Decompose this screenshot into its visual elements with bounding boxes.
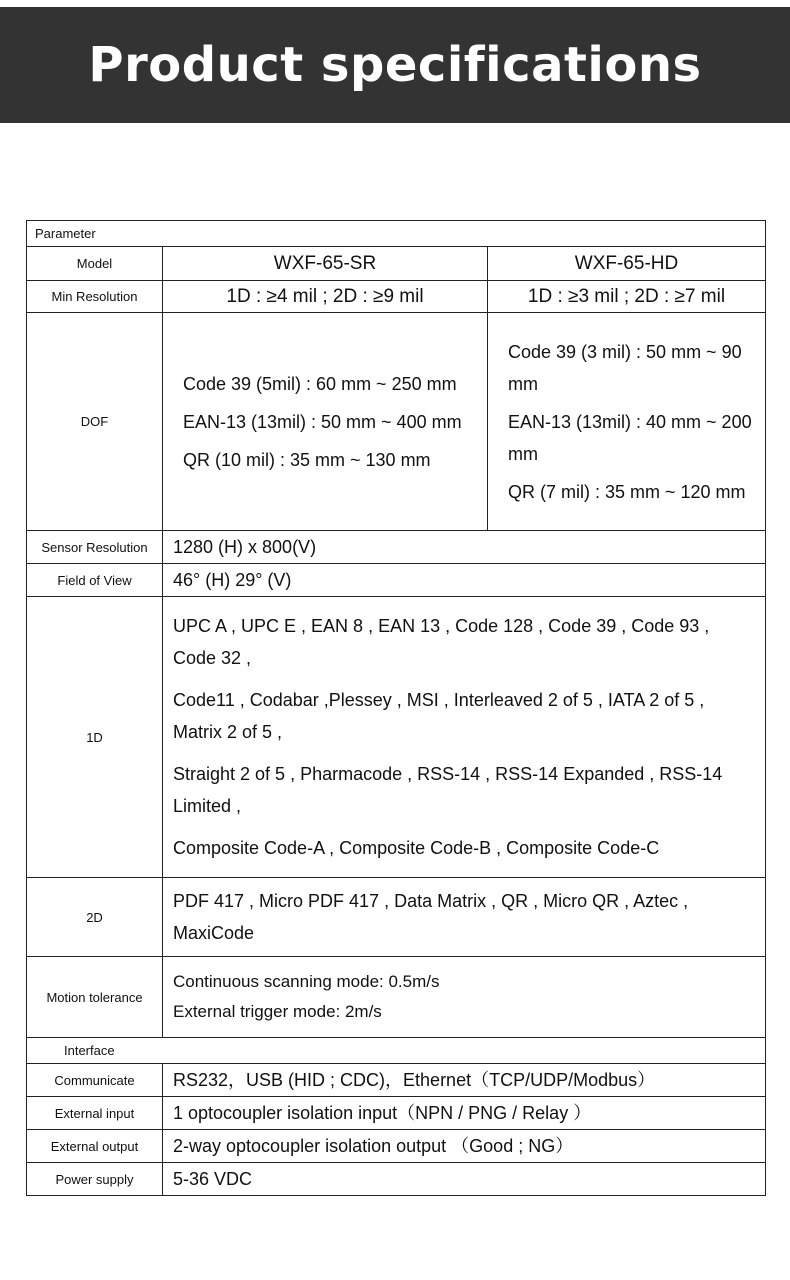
interface-heading: Interface bbox=[27, 1038, 766, 1064]
table-row bbox=[27, 247, 766, 281]
table-row bbox=[27, 281, 766, 313]
dof-line: QR (10 mil) : 35 mm ~ 130 mm bbox=[183, 449, 431, 470]
dof-line: QR (7 mil) : 35 mm ~ 120 mm bbox=[508, 481, 746, 502]
row-label: Power supply bbox=[27, 1163, 163, 1196]
table-row bbox=[27, 313, 766, 531]
symbologies-2d-value: PDF 417 , Micro PDF 417 , Data Matrix , QR , Micro QR , Aztec , MaxiCode bbox=[163, 878, 766, 957]
row-label: Sensor Resolution bbox=[27, 531, 163, 564]
dof-sr bbox=[163, 313, 488, 531]
motion-line: External trigger mode: 2m/s bbox=[173, 1002, 382, 1021]
dof-hd bbox=[488, 313, 766, 531]
table-row bbox=[27, 531, 766, 564]
model-sr: WXF-65-SR bbox=[163, 247, 488, 281]
min-resolution-sr: 1D : ≥4 mil ; 2D : ≥9 mil bbox=[163, 281, 488, 313]
row-label: Communicate bbox=[27, 1064, 163, 1097]
row-label: External output bbox=[27, 1130, 163, 1163]
table-row bbox=[27, 1038, 766, 1064]
sensor-resolution-value: 1280 (H) x 800(V) bbox=[163, 531, 766, 564]
table-row bbox=[27, 597, 766, 878]
row-label: Model bbox=[27, 247, 163, 281]
dof-line: EAN-13 (13mil) : 50 mm ~ 400 mm bbox=[183, 411, 462, 432]
page-title: Product specifications bbox=[88, 37, 702, 93]
table-row bbox=[27, 957, 766, 1038]
row-label: 1D bbox=[27, 597, 163, 878]
row-label: Min Resolution bbox=[27, 281, 163, 313]
row-label: Motion tolerance bbox=[27, 957, 163, 1038]
symbology-line: Composite Code-A , Composite Code-B , Composite Code-C bbox=[173, 838, 660, 858]
model-hd: WXF-65-HD bbox=[488, 247, 766, 281]
row-label: 2D bbox=[27, 878, 163, 957]
motion-line: Continuous scanning mode: 0.5m/s bbox=[173, 972, 440, 991]
table-row bbox=[27, 221, 766, 247]
dof-line: Code 39 (5mil) : 60 mm ~ 250 mm bbox=[183, 373, 457, 394]
communicate-value: RS232，USB (HID ; CDC)，Ethernet（TCP/UDP/Modbus） bbox=[163, 1064, 766, 1097]
external-output-value: 2-way optocoupler isolation output （Good ; NG） bbox=[163, 1130, 766, 1163]
table-row bbox=[27, 878, 766, 957]
table-row bbox=[27, 1130, 766, 1163]
row-label: External input bbox=[27, 1097, 163, 1130]
parameter-heading: Parameter bbox=[27, 221, 766, 247]
motion-tolerance-value bbox=[163, 957, 766, 1038]
table-row bbox=[27, 1097, 766, 1130]
table-row bbox=[27, 564, 766, 597]
header-banner bbox=[0, 7, 790, 123]
row-label: Field of View bbox=[27, 564, 163, 597]
external-input-value: 1 optocoupler isolation input（NPN / PNG / Relay ） bbox=[163, 1097, 766, 1130]
table-row bbox=[27, 1163, 766, 1196]
symbology-line: Code11 , Codabar ,Plessey , MSI , Interleaved 2 of 5 , IATA 2 of 5 , Matrix 2 of 5 , bbox=[173, 690, 705, 742]
symbology-line: UPC A , UPC E , EAN 8 , EAN 13 , Code 128 , Code 39 , Code 93 , Code 32 , bbox=[173, 616, 710, 668]
dof-line: EAN-13 (13mil) : 40 mm ~ 200 mm bbox=[508, 411, 752, 464]
spec-table bbox=[26, 220, 766, 1196]
symbologies-1d-value bbox=[163, 597, 766, 878]
table-row bbox=[27, 1064, 766, 1097]
dof-line: Code 39 (3 mil) : 50 mm ~ 90 mm bbox=[508, 341, 742, 394]
field-of-view-value: 46° (H) 29° (V) bbox=[163, 564, 766, 597]
power-supply-value: 5-36 VDC bbox=[163, 1163, 766, 1196]
symbology-line: Straight 2 of 5 , Pharmacode , RSS-14 , RSS-14 Expanded , RSS-14 Limited , bbox=[173, 764, 723, 816]
min-resolution-hd: 1D : ≥3 mil ; 2D : ≥7 mil bbox=[488, 281, 766, 313]
row-label: DOF bbox=[27, 313, 163, 531]
